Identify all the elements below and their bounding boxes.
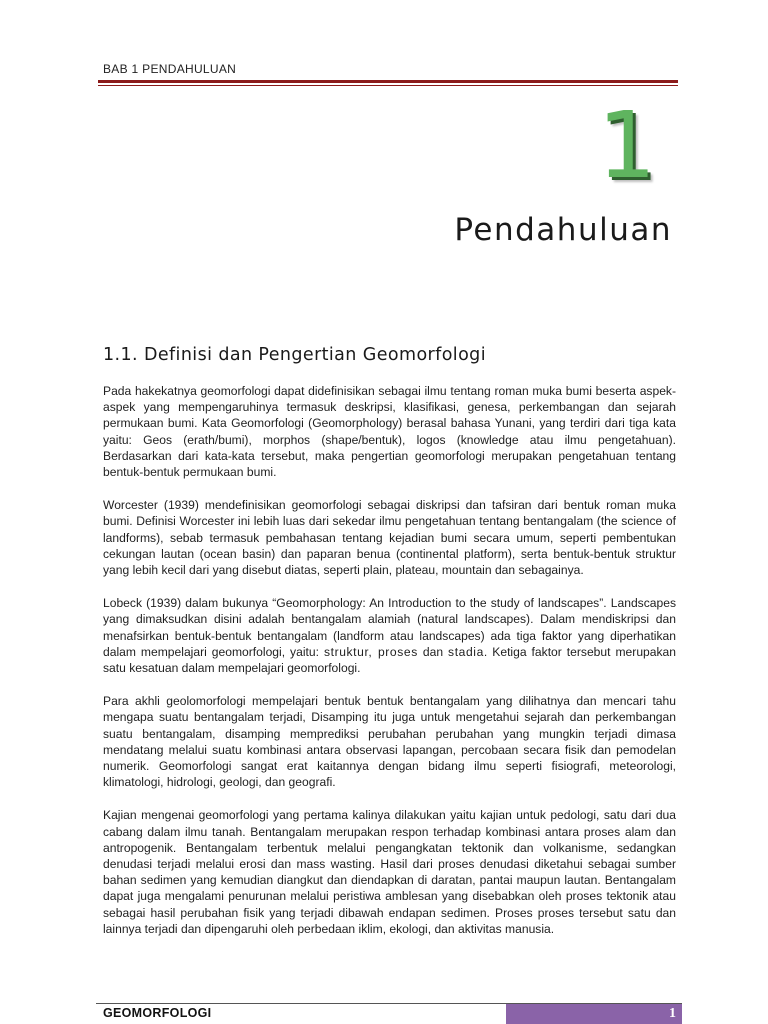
paragraph-3-text: Lobeck (1939) dalam bukunya “Geomorphology: An Introduction to the study of landscapes”. Landscapes yang dimaksudkan disini adalah bentangalam alamiah (natural landscapes). Dalam mendiskripsi dan menafsirkan bentuk-bentuk bentangalam (landform atau landscapes) ada tiga faktor yang diperhatikan dalam mempelajari geomorfologi, yaitu: (103, 596, 676, 659)
paragraph-3-emphasis: struktur, proses (323, 644, 418, 659)
footer-page-box (506, 1004, 682, 1024)
paragraph-3-after: . Ketiga faktor tersebut merupakan satu kesatuan dalam mempelajari geomorfologi. (103, 644, 676, 676)
paragraph-3-middle: dan (417, 644, 449, 659)
footer-label: GEOMORFOLOGI (103, 1006, 212, 1020)
header-rule-thin (98, 85, 678, 86)
paragraph-3 (103, 595, 676, 676)
section-heading: 1.1. Definisi dan Pengertian Geomorfologi (103, 345, 486, 365)
header-rule-thick (98, 80, 678, 83)
body-text (103, 383, 676, 954)
paragraph-5: Kajian mengenai geomorfologi yang pertama kalinya dilakukan yaitu kajian untuk pedologi, satu dari dua cabang dalam ilmu tanah. Bentangalam merupakan respon terhadap kombinasi antara proses alam dan antropogenik. Bentangalam terbentuk melalui pengangkatan tektonik dan volkanisme, sedangkan denudasi terjadi melalui erosi dan mass wasting. Hasil dari proses denudasi diketahui sebagai sumber bahan sedimen yang kemudian diangkut dan diendapkan di daratan, pantai maupun lautan. Bentangalam dapat juga mengalami penurunan melalui peristiwa amblesan yang disebabkan oleh proses tektonik atau sebagai hasil perubahan fisik yang terjadi dibawah endapan sedimen. Proses proses tersebut satu dan lainnya terjadi dan dipengaruhi oleh perbedaan iklim, ekologi, dan aktivitas manusia. (103, 808, 676, 936)
chapter-number: 1 (597, 92, 656, 199)
paragraph-3-emphasis-2: stadia (448, 644, 484, 659)
running-head: BAB 1 PENDAHULUAN (103, 62, 237, 76)
paragraph-2: Worcester (1939) mendefinisikan geomorfologi sebagai diskripsi dan tafsiran dari bentuk roman muka bumi. Definisi Worcester ini lebih luas dari sekedar ilmu pengetahuan tentang bentangalam (the science of landforms), sebab termasuk pembahasan tentang kejadian bumi secara umum, seperti pembentukan cekungan lautan (ocean basin) dan paparan benua (continental platform), serta bentuk-bentuk struktur yang lebih kecil dari yang disebut diatas, seperti plain, plateau, mountain dan sebagainya. (103, 498, 676, 578)
page-number: 1 (669, 1006, 676, 1021)
paragraph-1: Pada hakekatnya geomorfologi dapat didefinisikan sebagai ilmu tentang roman muka bumi beserta aspek-aspek yang mempengaruhinya termasuk deskripsi, klasifikasi, genesa, perkembangan dan sejarah permukaan bumi. Kata Geomorfologi (Geomorphology) berasal bahasa Yunani, yang terdiri dari tiga kata yaitu: Geos (erath/bumi), morphos (shape/bentuk), logos (knowledge atau ilmu pengetahuan). Berdasarkan dari kata-kata tersebut, maka pengertian geomorfologi merupakan pengetahuan tentang bentuk-bentuk permukaan bumi. (103, 384, 676, 480)
paragraph-4: Para akhli geolomorfologi mempelajari bentuk bentuk bentangalam yang dilihatnya dan mencari tahu mengapa suatu bentangalam terjadi, Disamping itu juga untuk mengetahui sejarah dan perkembangan suatu bentangalam, disamping memprediksi perubahan perubahan yang mungkin terjadi dimasa mendatang melalui suatu kombinasi antara observasi lapangan, percobaan secara fisik dan pemodelan numerik. Geomorfologi sangat erat kaitannya dengan bidang ilmu seperti fisiografi, meteorologi, klimatologi, hidrologi, geologi, dan geografi. (103, 694, 676, 790)
chapter-title: Pendahuluan (454, 212, 672, 248)
